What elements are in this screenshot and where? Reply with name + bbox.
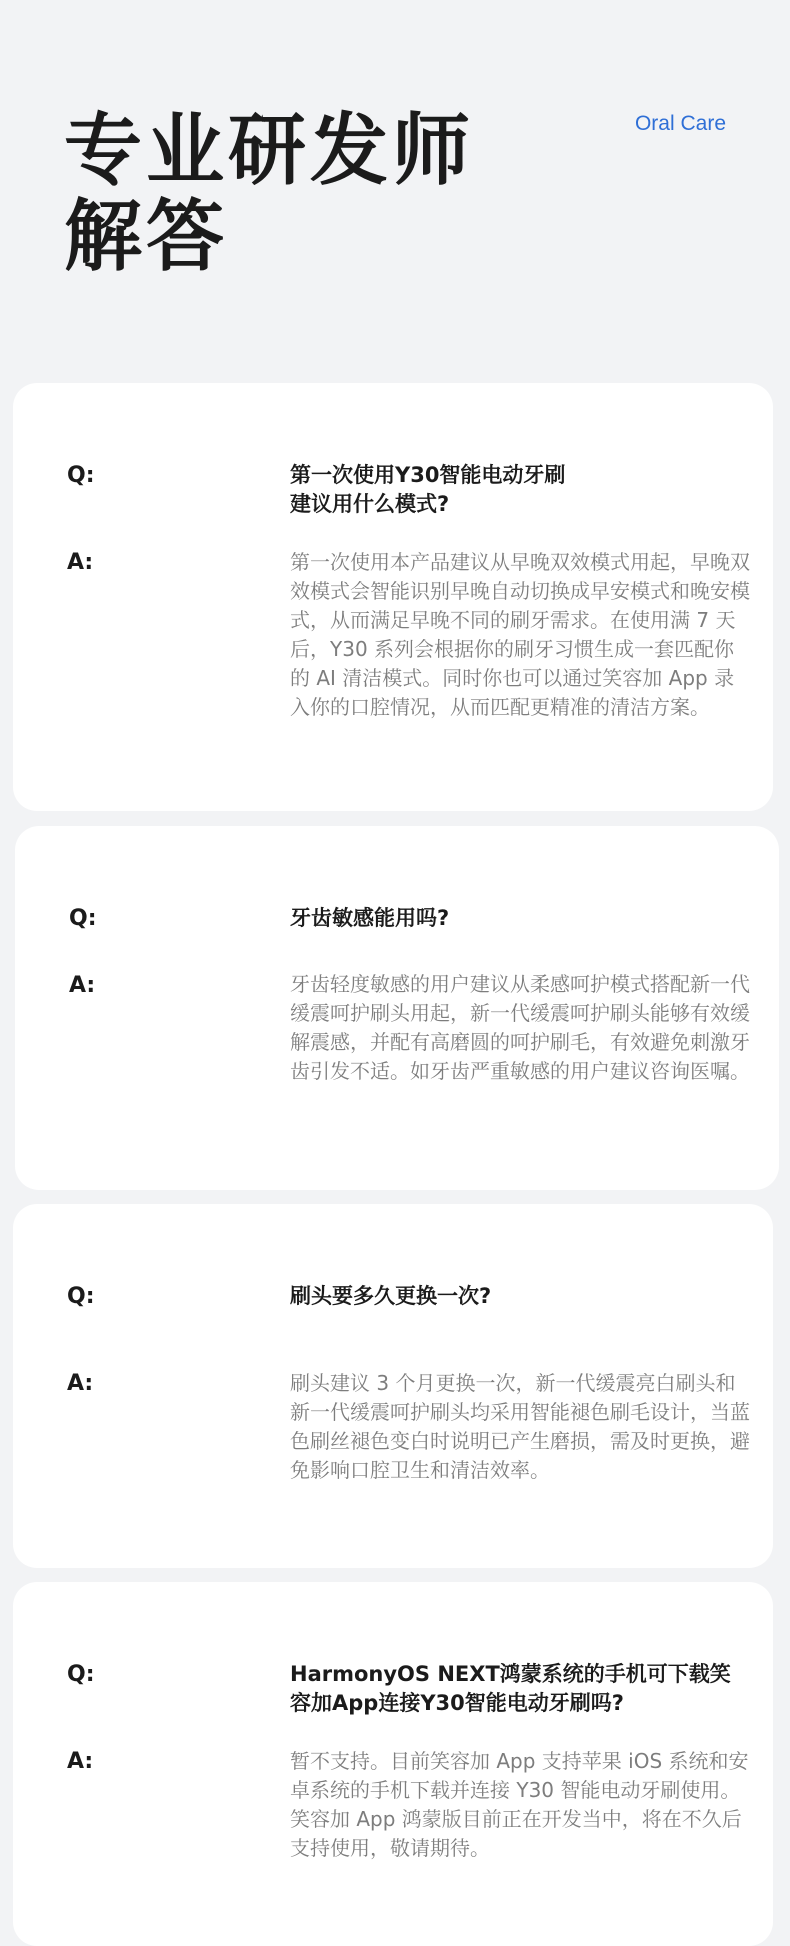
- question-text: 第一次使用Y30智能电动牙刷 建议用什么模式?: [290, 463, 566, 516]
- answer-text: 牙齿轻度敏感的用户建议从柔感呵护模式搭配新一代缓震呵护刷头用起，新一代缓震呵护刷头能够有效缓解震感，并配有高磨圆的呵护刷毛，有效避免刺激牙齿引发不适。如牙齿严重敏感的用户建议咨询医嘱。: [290, 972, 750, 1083]
- page-title: 专业研发师 解答: [64, 106, 475, 282]
- answer-label: A:: [69, 973, 96, 998]
- faq-card: [13, 383, 773, 811]
- answer-text: 刷头建议 3 个月更换一次，新一代缓震亮白刷头和新一代缓震呵护刷头均采用智能褪色刷毛设计，当蓝色刷丝褪色变白时说明已产生磨损，需及时更换，避免影响口腔卫生和清洁效率。: [290, 1371, 750, 1482]
- answer-text: 暂不支持。目前笑容加 App 支持苹果 iOS 系统和安卓系统的手机下载并连接 Y30 智能电动牙刷使用。笑容加 App 鸿蒙版目前正在开发当中，将在不久后支持使用，敬请期待。: [290, 1749, 749, 1860]
- question-label: Q:: [69, 906, 97, 931]
- brand-label: Oral Care: [634, 112, 726, 135]
- faq-card: [15, 826, 779, 1190]
- answer-label: A:: [67, 1371, 94, 1396]
- question-label: Q:: [67, 463, 95, 488]
- faq-card: [13, 1204, 773, 1568]
- faq-card: [13, 1582, 773, 1946]
- answer-text: 第一次使用本产品建议从早晚双效模式用起，早晚双效模式会智能识别早晚自动切换成早安模式和晚安模式，从而满足早晚不同的刷牙需求。在使用满 7 天后，Y30 系列会根据你的刷牙习惯生成一套匹配你的 AI 清洁模式。同时你也可以通过笑容加 App 录入你的口腔情况，从而匹配更精准的清洁方案。: [290, 550, 750, 719]
- question-text: 刷头要多久更换一次?: [290, 1284, 492, 1308]
- question-text: HarmonyOS NEXT鸿蒙系统的手机可下载笑容加App连接Y30智能电动牙刷吗?: [290, 1662, 731, 1715]
- answer-label: A:: [67, 550, 94, 575]
- question-label: Q:: [67, 1662, 95, 1687]
- question-label: Q:: [67, 1284, 95, 1309]
- answer-label: A:: [67, 1749, 94, 1774]
- question-text: 牙齿敏感能用吗?: [290, 906, 450, 930]
